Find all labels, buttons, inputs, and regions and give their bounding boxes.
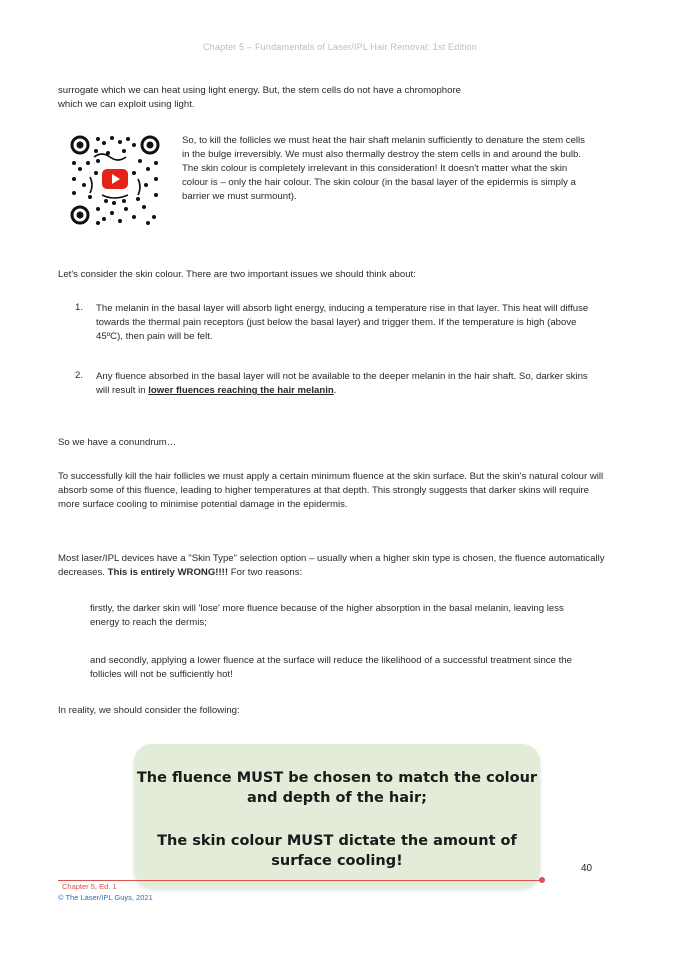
- list-number-2: 2.: [75, 370, 84, 381]
- callout-line-fluence: The fluence MUST be chosen to match the colour and depth of the hair;: [136, 770, 538, 806]
- paragraph-consider: Let's consider the skin colour. There are two important issues we should think about:: [58, 269, 416, 280]
- list-item-2-text: Any fluence absorbed in the basal layer will not be available to the deeper melanin in the hair shaft. So, darker skins will result in: [96, 371, 588, 396]
- list-item-2-emphasis: lower fluences reaching the hair melanin: [148, 385, 334, 396]
- callout-box: [134, 744, 540, 888]
- paragraph-firstly: firstly, the darker skin will 'lose' more fluence because of the higher absorption in the basal melanin, leaving less energy to reach the dermis;: [90, 603, 564, 628]
- paragraph-intro-line-1: surrogate which we can heat using light energy. But, the stem cells do not have a chromophore: [58, 85, 461, 96]
- paragraph-skin-type-option: [58, 552, 606, 580]
- qr-side-paragraph: So, to kill the follicles we must heat the hair shaft melanin sufficiently to denature the stem cells in the bulge irreversibly. We must also thermally destroy the stem cells in and around the bulb. The skin colour is completely irrelevant in this consideration! It doesn't matter what the skin colour is – only the hair colour. The skin colour (in the basal layer of the epidermis is simply a barrier we must surmount).: [182, 135, 585, 202]
- paragraph-conundrum: So we have a conundrum…: [58, 437, 177, 448]
- paragraph-secondly: and secondly, applying a lower fluence at the surface will reduce the likelihood of a successful treatment since the follicles will not be sufficiently hot!: [90, 655, 572, 680]
- list-item-2: [96, 370, 596, 398]
- youtube-play-icon: [102, 169, 128, 189]
- paragraph-skin-type-text: Most laser/IPL devices have a "Skin Type" selection option – usually when a higher skin type is chosen, the fluence automatically decreases.: [58, 553, 605, 578]
- running-header: Chapter 5 – Fundamentals of Laser/IPL Hair Removal: 1st Edition: [203, 42, 477, 52]
- paragraph-skin-type-end: For two reasons:: [228, 567, 303, 578]
- list-item-2-end: .: [333, 385, 337, 396]
- list-number-1: 1.: [75, 302, 84, 313]
- paragraph-skin-type-emphasis: This is entirely WRONG!!!!: [107, 567, 229, 578]
- footer-divider: [58, 880, 542, 881]
- footer-copyright: © The Laser/IPL Guys, 2021: [58, 893, 153, 902]
- paragraph-intro-line-2: which we can exploit using light.: [58, 99, 195, 110]
- paragraph-kill-follicles: To successfully kill the hair follicles we must apply a certain minimum fluence at the skin surface. But the skin's natural colour will absorb some of this fluence, leading to higher temperatures at that depth. This strongly suggests that darker skins will require more surface cooling to minimise potential damage in the epidermis.: [58, 471, 604, 510]
- footer-chapter: Chapter 5, Ed. 1: [62, 882, 117, 891]
- paragraph-reality: In reality, we should consider the following:: [58, 705, 240, 716]
- callout-line-cooling: The skin colour MUST dictate the amount of surface cooling!: [157, 833, 517, 869]
- footer-divider-dot: [539, 877, 545, 883]
- page-number: 40: [581, 863, 593, 874]
- qr-code-icon[interactable]: [68, 133, 162, 227]
- list-item-1: The melanin in the basal layer will absorb light energy, inducing a temperature rise in that layer. This heat will diffuse towards the thermal pain receptors (just below the basal layer) and trigger them. If the temperature is high (above 45ºC), then pain will be felt.: [96, 303, 589, 342]
